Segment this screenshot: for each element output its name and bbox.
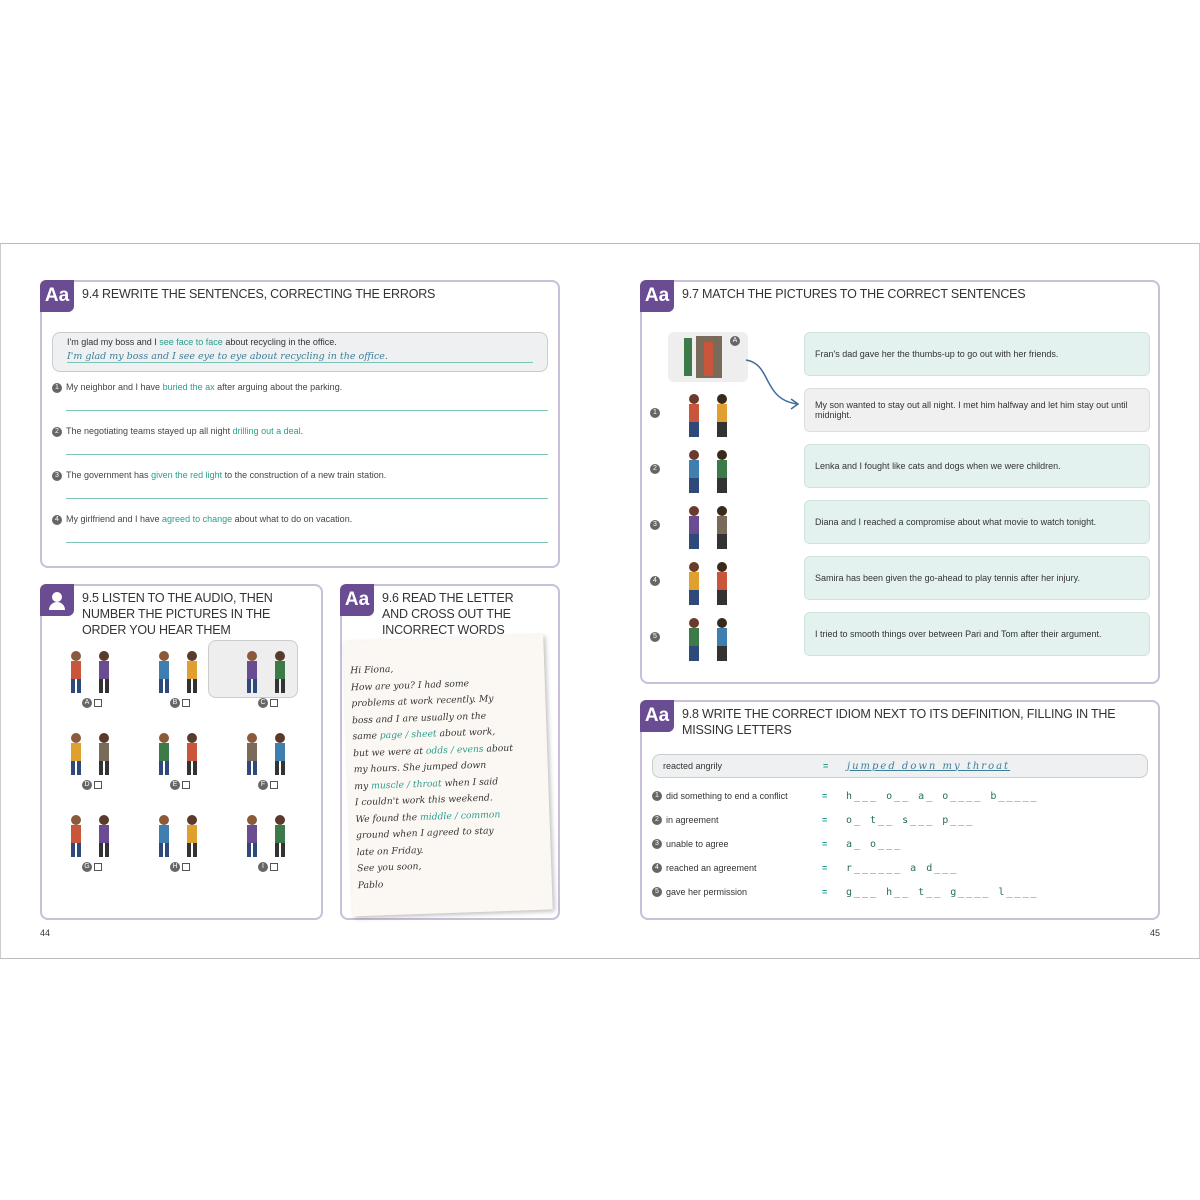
picture-5[interactable]	[676, 614, 746, 664]
item-number: 3	[652, 839, 662, 849]
picture-4[interactable]	[676, 558, 746, 608]
picture-number: 1	[650, 408, 660, 418]
answer-checkbox[interactable]	[170, 862, 190, 872]
letter-text: same	[352, 730, 381, 743]
example-answer: I'm glad my boss and I see eye to eye about recycling in the office.	[67, 351, 533, 363]
picture-label: C	[258, 698, 268, 708]
exercise-title: 9.6 READ THE LETTER AND CROSS OUT THE INCORRECT WORDS	[382, 591, 514, 637]
word-option[interactable]: throat	[412, 777, 442, 790]
sentence-card[interactable]: Lenka and I fought like cats and dogs when we were children.	[804, 444, 1150, 488]
sentence-card[interactable]: Diana and I reached a compromise about what movie to watch tonight.	[804, 500, 1150, 544]
letter-line: problems at work recently. My	[351, 693, 494, 710]
option-separator: /	[402, 729, 412, 741]
picture-label: E	[170, 780, 180, 790]
letter-line: my hours. She jumped down	[353, 759, 487, 776]
picture-b	[144, 646, 214, 696]
letter-line: How are you? I had some	[350, 677, 470, 693]
item-number: 4	[652, 863, 662, 873]
letter-text: but we were at	[352, 745, 427, 759]
page-number-right: 45	[1150, 928, 1161, 938]
equals-sign: =	[823, 761, 829, 771]
idiom-answer-blanks[interactable]: r______ a d___	[846, 862, 959, 874]
example-text-end: about recycling in the office.	[222, 337, 337, 347]
answer-checkbox[interactable]	[170, 698, 190, 708]
exercise-item	[52, 514, 548, 525]
checkbox[interactable]	[270, 699, 278, 707]
example-box	[52, 332, 548, 372]
sentence-card[interactable]: Samira has been given the go-ahead to play tennis after her injury.	[804, 556, 1150, 600]
letter-text: when I said	[441, 775, 499, 789]
checkbox[interactable]	[182, 863, 190, 871]
answer-line[interactable]	[66, 410, 548, 411]
exercise-title: 9.7 MATCH THE PICTURES TO THE CORRECT SENTENCES	[682, 287, 1026, 301]
equals-sign: =	[822, 887, 828, 897]
checkbox[interactable]	[94, 699, 102, 707]
word-option[interactable]: muscle	[370, 779, 405, 792]
exercise-item	[52, 470, 548, 481]
equals-sign: =	[822, 863, 828, 873]
example-row	[652, 754, 1148, 778]
answer-checkbox[interactable]	[258, 780, 278, 790]
answer-line[interactable]	[66, 498, 548, 499]
example-picture	[668, 332, 748, 382]
definition-text: did something to end a conflict	[666, 790, 788, 801]
option-separator: /	[447, 744, 458, 756]
word-option[interactable]: middle	[419, 810, 452, 823]
definition	[652, 839, 822, 850]
item-text: The negotiating teams stayed up all night	[66, 426, 233, 436]
picture-g	[56, 810, 126, 860]
item-text: My neighbor and I have	[66, 382, 163, 392]
picture-2[interactable]	[676, 446, 746, 496]
sentence-card[interactable]: Fran's dad gave her the thumbs-up to go out with her friends.	[804, 332, 1150, 376]
word-option[interactable]: evens	[456, 743, 484, 756]
exercise-9-8	[640, 700, 1160, 920]
listen-icon	[40, 584, 74, 616]
letter-line: late on Friday.	[356, 844, 424, 858]
letter-text: about work,	[436, 726, 496, 740]
vocabulary-icon: Aa	[640, 700, 674, 732]
option-separator: /	[451, 810, 461, 822]
letter-line: See you soon,	[357, 860, 422, 875]
vocabulary-icon: Aa	[40, 280, 74, 312]
picture-number: 5	[650, 632, 660, 642]
checkbox[interactable]	[182, 781, 190, 789]
picture-h	[144, 810, 214, 860]
picture-3[interactable]	[676, 502, 746, 552]
idiom-row	[652, 858, 1148, 878]
exercise-title: 9.8 WRITE THE CORRECT IDIOM NEXT TO ITS DEFINITION, FILLING IN THE MISSING LETTERS	[682, 707, 1116, 737]
idiom-row	[652, 882, 1148, 902]
checkbox[interactable]	[182, 699, 190, 707]
page-number-left: 44	[40, 928, 51, 938]
definition-text: reached an agreement	[666, 862, 757, 873]
answer-line[interactable]	[66, 542, 548, 543]
item-number: 1	[52, 383, 62, 393]
item-text-end: about what to do on vacation.	[232, 514, 353, 524]
item-text-end: after arguing about the parking.	[214, 382, 343, 392]
letter-text: my	[354, 780, 372, 792]
item-text-end: to the construction of a new train station.	[222, 470, 387, 480]
exercise-item	[52, 382, 548, 393]
picture-label: H	[170, 862, 180, 872]
item-text: The government has	[66, 470, 152, 480]
idiom-row	[652, 810, 1148, 830]
exercise-9-4	[40, 280, 560, 568]
answer-checkbox[interactable]	[82, 698, 102, 708]
idiom-answer-blanks[interactable]: o_ t__ s___ p___	[846, 814, 975, 826]
vocabulary-icon: Aa	[640, 280, 674, 312]
word-option[interactable]: sheet	[411, 728, 437, 741]
example-error: see face to face	[159, 337, 223, 347]
picture-a	[56, 646, 126, 696]
definition	[652, 815, 822, 826]
definition: reacted angrily	[663, 761, 723, 771]
idiom-answer-blanks[interactable]: g___ h__ t__ g____ l____	[846, 886, 1039, 898]
item-text-end: .	[300, 426, 304, 436]
idiom-answer-blanks[interactable]: a_ o___	[846, 838, 903, 850]
idiom-answer-blanks[interactable]: h___ o__ a_ o____ b_____	[846, 790, 1039, 802]
exercise-title: 9.4 REWRITE THE SENTENCES, CORRECTING THE ERRORS	[82, 287, 436, 301]
item-error: drilling out a deal	[232, 426, 301, 436]
letter-line: Pablo	[357, 878, 384, 891]
letter-text: We found the	[355, 811, 421, 825]
picture-e	[144, 728, 214, 778]
item-text: My girlfriend and I have	[66, 514, 163, 524]
answer-line[interactable]	[66, 454, 548, 455]
picture-label: G	[82, 862, 92, 872]
answer-checkbox[interactable]	[82, 862, 102, 872]
exercise-9-5	[40, 584, 323, 920]
item-number: 5	[652, 887, 662, 897]
sentence-card[interactable]: I tried to smooth things over between Pari and Tom after their argument.	[804, 612, 1150, 656]
exercise-title: 9.5 LISTEN TO THE AUDIO, THEN NUMBER THE PICTURES IN THE ORDER YOU HEAR THEM	[82, 591, 273, 637]
item-number: 3	[52, 471, 62, 481]
idiom-row	[652, 834, 1148, 854]
example-text: I'm glad my boss and I	[67, 337, 160, 347]
equals-sign: =	[822, 791, 828, 801]
exercise-9-7	[640, 280, 1160, 684]
answer-checkbox[interactable]	[258, 862, 278, 872]
picture-label: I	[258, 862, 268, 872]
sentence-card[interactable]: My son wanted to stay out all night. I met him halfway and let him stay out until midnight.	[804, 388, 1150, 432]
checkbox[interactable]	[270, 781, 278, 789]
item-number: 1	[652, 791, 662, 801]
word-option[interactable]: odds	[425, 744, 449, 757]
example-label: A	[730, 336, 740, 346]
item-error: agreed to change	[162, 514, 233, 524]
letter-note	[343, 635, 552, 917]
picture-c	[232, 646, 302, 696]
vocabulary-icon: Aa	[340, 584, 374, 616]
word-option[interactable]: common	[460, 808, 501, 822]
picture-label: F	[258, 780, 268, 790]
checkbox[interactable]	[94, 863, 102, 871]
match-arrow-icon	[742, 354, 802, 414]
item-error: buried the ax	[162, 382, 215, 392]
picture-number: 2	[650, 464, 660, 474]
picture-d	[56, 728, 126, 778]
definition	[652, 887, 822, 898]
letter-line: Hi Fiona,	[350, 663, 394, 677]
picture-i	[232, 810, 302, 860]
idiom-row	[652, 786, 1148, 806]
answer-checkbox[interactable]	[170, 780, 190, 790]
exercise-9-6	[340, 584, 560, 920]
exercise-item	[52, 426, 548, 437]
picture-number: 3	[650, 520, 660, 530]
picture-1[interactable]	[676, 390, 746, 440]
answer-checkbox[interactable]	[258, 698, 278, 708]
picture-label: B	[170, 698, 180, 708]
definition	[652, 791, 822, 802]
letter-line: I couldn't work this weekend.	[354, 792, 493, 809]
definition-text: gave her permission	[666, 886, 748, 897]
picture-number: 4	[650, 576, 660, 586]
checkbox[interactable]	[94, 781, 102, 789]
option-separator: /	[403, 778, 414, 791]
picture-label: A	[82, 698, 92, 708]
letter-line: boss and I are usually on the	[351, 710, 487, 726]
word-option[interactable]: page	[379, 729, 403, 742]
checkbox[interactable]	[270, 863, 278, 871]
item-number: 2	[52, 427, 62, 437]
definition-text: unable to agree	[666, 838, 729, 849]
letter-text: about	[483, 742, 514, 755]
item-error: given the red light	[151, 470, 223, 480]
picture-label: D	[82, 780, 92, 790]
equals-sign: =	[822, 815, 828, 825]
item-number: 2	[652, 815, 662, 825]
example-answer: jumped down my throat	[847, 760, 1011, 772]
picture-f	[232, 728, 302, 778]
answer-checkbox[interactable]	[82, 780, 102, 790]
definition-text: in agreement	[666, 814, 719, 825]
item-number: 4	[52, 515, 62, 525]
equals-sign: =	[822, 839, 828, 849]
definition	[652, 863, 822, 874]
letter-line: ground when I agreed to stay	[355, 825, 494, 842]
